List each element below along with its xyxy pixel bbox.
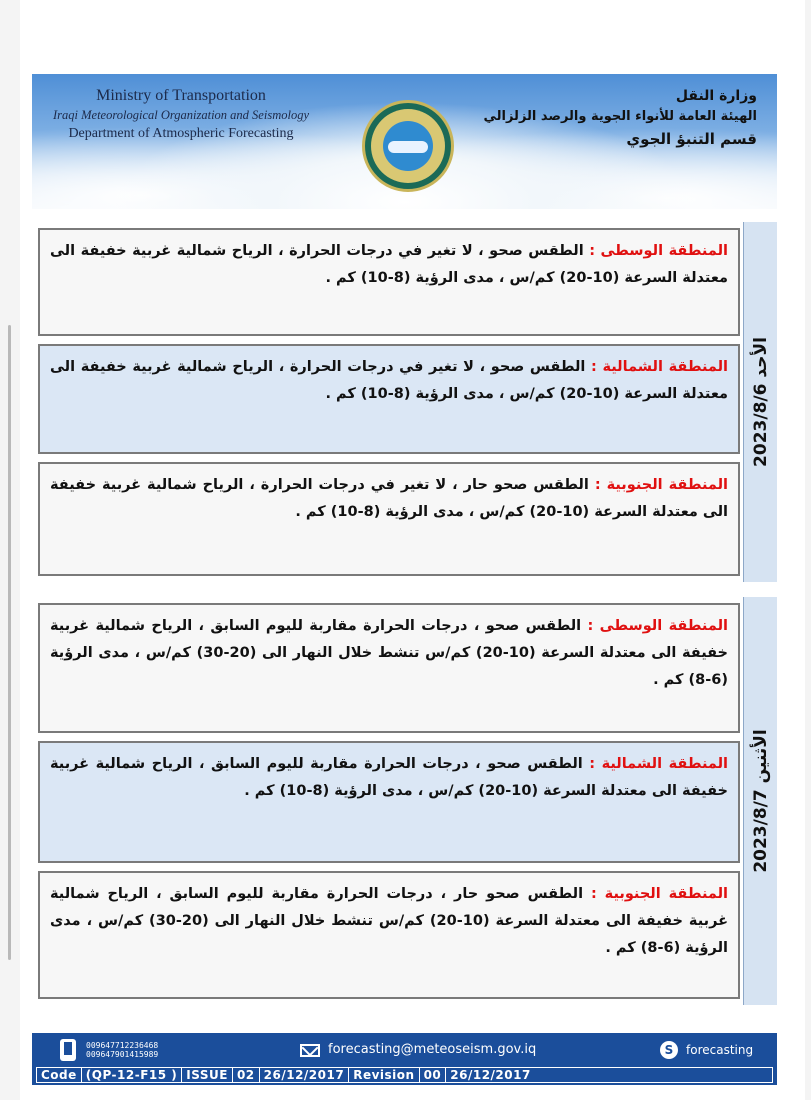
day-label-bar <box>743 222 777 582</box>
phone-icon <box>60 1039 76 1061</box>
mail-icon <box>300 1044 320 1057</box>
phone-number: 009647712236468 <box>86 1041 159 1050</box>
region-name: المنطقة الشمالية : <box>591 359 728 375</box>
region-forecast: الطقس صحو ، لا تغير في درجات الحرارة ، الرياح شمالية غربية خفيفة الى معتدلة السرعة (10-20) كم/س ، مدى الرؤية (8-10) كم . <box>50 243 728 286</box>
day-label: الأحد 2023/8/6 <box>750 337 771 467</box>
region-name: المنطقة الشمالية : <box>589 756 728 772</box>
footer-contacts <box>32 1033 777 1067</box>
region-central-day2 <box>38 603 740 733</box>
footer-document-codes <box>36 1067 773 1083</box>
footer-email: forecasting@meteoseism.gov.iq <box>328 1042 537 1057</box>
revision-value: 00 <box>420 1068 447 1082</box>
footer-skype: forecasting <box>686 1043 754 1057</box>
forecast-day-1 <box>32 222 777 582</box>
region-name: المنطقة الوسطى : <box>587 618 728 634</box>
scrollbar[interactable] <box>8 325 11 960</box>
header-en-department: Department of Atmospheric Forecasting <box>68 126 294 141</box>
document-header <box>32 74 777 209</box>
day-label: الأثنين 2023/8/7 <box>750 729 771 873</box>
region-name: المنطقة الجنوبية : <box>594 477 728 493</box>
forecast-day-2 <box>32 597 777 1005</box>
region-south-day2 <box>38 871 740 999</box>
region-central-day1 <box>38 228 740 336</box>
header-en-organization: Iraqi Meteorological Organization and Seismology <box>53 108 309 122</box>
region-forecast: الطقس صحو ، لا تغير في درجات الحرارة ، الرياح شمالية غربية خفيفة الى معتدلة السرعة (10-20) كم/س ، مدى الرؤية (8-10) كم . <box>50 359 728 402</box>
revision-date: 26/12/2017 <box>450 1068 531 1082</box>
day-label-bar <box>743 597 777 1005</box>
header-ar-department: قسم التنبؤ الجوي <box>626 130 757 148</box>
region-forecast: الطقس صحو حار ، درجات الحرارة مقاربة لليوم السابق ، الرياح شمالية غربية خفيفة الى معتدلة السرعة (10-20) كم/س تنشط خلال النهار الى (20-30) كم/س ، مدى الرؤية (6-8) كم . <box>50 886 729 956</box>
region-name: المنطقة الجنوبية : <box>590 886 728 902</box>
region-north-day2 <box>38 741 740 863</box>
revision-label: Revision <box>349 1068 419 1082</box>
region-forecast: الطقس صحو ، درجات الحرارة مقاربة لليوم السابق ، الرياح شمالية غربية خفيفة الى معتدلة السرعة (10-20) كم/س ، مدى الرؤية (8-10) كم . <box>50 756 728 799</box>
issue-value: 02 <box>233 1068 260 1082</box>
region-north-day1 <box>38 344 740 454</box>
region-forecast: الطقس صحو حار ، لا تغير في درجات الحرارة ، الرياح شمالية غربية خفيفة الى معتدلة السرعة (10-20) كم/س ، مدى الرؤية (8-10) كم . <box>50 477 728 520</box>
header-english <box>46 86 316 144</box>
issue-date: 26/12/2017 <box>260 1068 350 1082</box>
phone-number: 009647901415989 <box>86 1050 159 1059</box>
region-forecast: الطقس صحو ، درجات الحرارة مقاربة لليوم السابق ، الرياح شمالية غربية خفيفة الى معتدلة السرعة (10-20) كم/س تنشط خلال النهار الى (20-30) كم/س ، مدى الرؤية (6-8) كم . <box>50 618 729 688</box>
footer-phones <box>86 1041 158 1059</box>
skype-icon: S <box>660 1041 678 1059</box>
code-label: Code <box>37 1068 82 1082</box>
organization-seal-icon <box>362 100 454 192</box>
header-en-ministry: Ministry of Transportation <box>96 87 266 104</box>
header-arabic <box>457 86 757 150</box>
header-ar-organization: الهيئة العامة للأنواء الجوية والرصد الزلزالي <box>483 109 757 124</box>
code-value: (QP-12-F15 ) <box>82 1068 183 1082</box>
region-south-day1 <box>38 462 740 576</box>
issue-label: ISSUE <box>182 1068 233 1082</box>
region-name: المنطقة الوسطى : <box>589 243 728 259</box>
header-ar-ministry: وزارة النقل <box>675 88 757 104</box>
document-footer <box>32 1033 777 1085</box>
